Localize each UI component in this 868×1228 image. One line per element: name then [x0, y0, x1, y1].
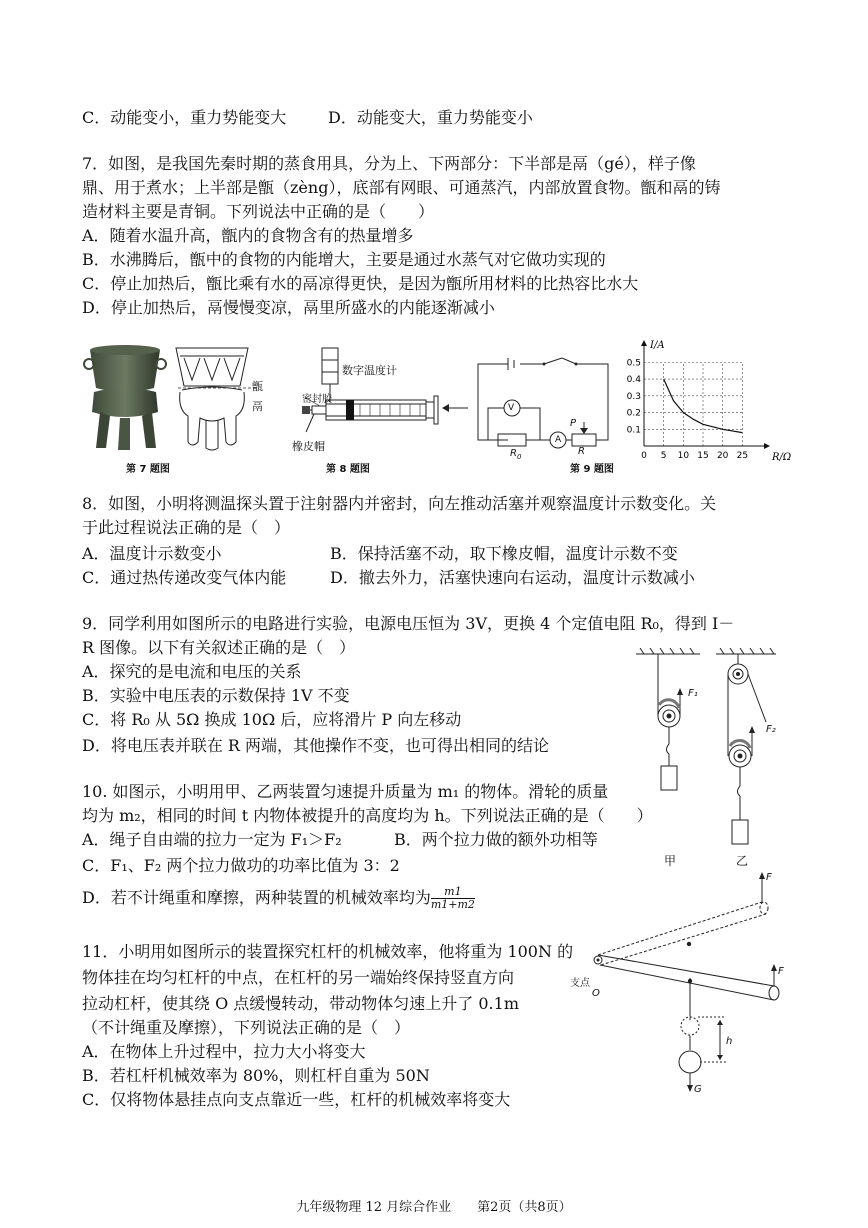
q8-stem-line2: 于此过程说法正确的是（ ） — [82, 518, 291, 537]
fig9-r0-subscript: 0 — [516, 453, 522, 461]
q11-stem-line3: 拉动杠杆，使其绕 O 点缓慢转动，带动物体匀速上升了 0.1m — [82, 994, 519, 1013]
q10-option-d-text: D．若不计绳重和摩擦，两种装置的机械效率均为 — [82, 888, 431, 907]
q7-option-b: B．水沸腾后，甑中的食物的内能增大，主要是通过水蒸气对它做功实现的 — [82, 250, 606, 269]
q7-stem-line2: 鼎、用于煮水；上半部是甑（zèng），底部有网眼、可通蒸汽，内部放置食物。甑和鬲的铸 — [82, 178, 721, 197]
pulley-label-f1: F₁ — [688, 688, 698, 699]
q8-option-b: B．保持活塞不动，取下橡皮帽，温度计示数不变 — [330, 544, 678, 563]
fig7-label-li: 鬲 — [252, 400, 263, 413]
q10-efficiency-fraction — [431, 886, 475, 911]
left-arrow-icon — [440, 402, 470, 414]
fig8-label-thermometer: 数字温度计 — [342, 364, 397, 377]
q9-stem-line2: R 图像。以下有关叙述正确的是（ ） — [82, 638, 356, 657]
q10-option-b: B．两个拉力做的额外功相等 — [394, 830, 598, 849]
fig8-caption: 第 8 题图 — [326, 464, 370, 475]
y-tick-label: 0.4 — [626, 375, 641, 386]
q8-option-d: D．撤去外力，活塞快速向右运动，温度计示数减小 — [330, 568, 695, 587]
q11-stem-line2: 物体挂在均匀杠杆的中点，在杠杆的另一端始终保持竖直方向 — [82, 968, 515, 987]
fig7-caption: 第 7 题图 — [126, 464, 170, 475]
lever-label-g: G — [694, 1084, 702, 1095]
fig7-label-zeng: 甑 — [252, 380, 263, 393]
ir-graph-chart — [622, 338, 792, 468]
q11-option-b: B．若杠杆机械效率为 80%，则杠杆自重为 50N — [82, 1066, 430, 1085]
q8-option-a: A．温度计示数变小 — [82, 544, 222, 563]
fig9-r0-symbol: R — [510, 448, 517, 459]
y-tick-label: 0.1 — [626, 425, 641, 436]
x-tick-label: 10 — [677, 451, 690, 461]
y-axis-arrow — [641, 340, 647, 346]
fig9-r-label: R — [578, 446, 585, 457]
pulley-label-yi: 乙 — [736, 854, 749, 868]
x-axis-arrow — [764, 443, 770, 449]
x-tick-label: 0 — [641, 451, 647, 461]
y-axis-label: I/A — [650, 340, 665, 351]
x-axis-label: R/Ω — [772, 452, 792, 463]
fraction-numerator: m1 — [431, 886, 475, 899]
y-tick-label: 0.5 — [626, 358, 641, 369]
fig7-steamer-image — [80, 340, 280, 460]
q9-option-c: C．将 R₀ 从 5Ω 换成 10Ω 后，应将滑片 P 向左移动 — [82, 710, 462, 729]
q7-option-d: D．停止加热后，鬲慢慢变凉，鬲里所盛水的内能逐渐减小 — [82, 298, 495, 317]
fig9-caption: 第 9 题图 — [570, 464, 614, 475]
fig9-ammeter-label: A — [555, 435, 562, 445]
fig9-circuit-diagram — [468, 350, 618, 460]
lever-label-f-top: F — [766, 872, 772, 883]
q6-option-d: D．动能变大，重力势能变小 — [328, 108, 533, 127]
fig9-r0-label — [510, 448, 521, 461]
q9-stem-line1: 9．同学利用如图所示的电路进行实验，电源电压恒为 3V，更换 4 个定值电阻 R₀，得到 I－ — [82, 614, 735, 633]
y-tick-label: 0.2 — [626, 408, 641, 419]
q6-option-c: C．动能变小，重力势能变大 — [82, 108, 287, 127]
q7-stem-line3: 造材料主要是青铜。下列说法中正确的是（ ） — [82, 202, 435, 221]
q7-stem-line1: 7．如图，是我国先秦时期的蒸食用具，分为上、下两部分：下半部是鬲（gé），样子像 — [82, 154, 696, 173]
lever-label-f-mid: F — [778, 966, 784, 977]
q10-stem-line2: 均为 m₂，相同的时间 t 内物体被提升的高度均为 h。下列说法正确的是（ ） — [82, 806, 653, 825]
fraction-denominator: m1+m2 — [430, 898, 475, 911]
page-footer: 九年级物理 12 月综合作业 第2页（共8页） — [296, 1200, 572, 1215]
fig9-voltmeter-label: V — [508, 403, 515, 413]
q10-option-c: C．F₁、F₂ 两个拉力做功的功率比值为 3：2 — [82, 856, 400, 875]
q9-option-d: D．将电压表并联在 R 两端，其他操作不变，也可得出相同的结论 — [82, 736, 550, 755]
q8-stem-line1: 8．如图，小明将测温探头置于注射器内并密封，向左推动活塞并观察温度计示数变化。关 — [82, 494, 717, 513]
q11-stem-line4: （不计绳重及摩擦），下列说法正确的是（ ） — [82, 1018, 411, 1037]
q7-option-c: C．停止加热后，甑比乘有水的鬲凉得更快，是因为甑所用材料的比热容比水大 — [82, 274, 639, 293]
lever-diagram — [586, 872, 786, 1102]
q10-option-a: A．绳子自由端的拉力一定为 F₁＞F₂ — [82, 830, 342, 849]
lever-label-pivot: 支点 — [570, 978, 590, 989]
lever-label-h: h — [726, 1036, 733, 1047]
x-tick-label: 15 — [697, 451, 709, 461]
q8-option-c: C．通过热传递改变气体内能 — [82, 568, 287, 587]
q10-stem-line1: 10. 如图示，小明用甲、乙两装置匀速提升质量为 m₁ 的物体。滑轮的质量 — [82, 782, 609, 801]
y-tick-label: 0.3 — [626, 391, 641, 402]
x-tick-label: 20 — [716, 451, 729, 461]
x-tick-label: 25 — [736, 451, 749, 461]
pulley-label-jia: 甲 — [664, 854, 677, 868]
fig9-slider-label: P — [570, 418, 577, 429]
pulley-systems-diagram — [628, 648, 778, 858]
lever-label-o: O — [592, 988, 600, 999]
fig8-label-cap: 橡皮帽 — [292, 440, 325, 453]
fig8-label-seal: 密封胶 — [302, 394, 332, 405]
q7-option-a: A．随着水温升高，甑内的食物含有的热量增多 — [82, 226, 414, 245]
x-tick-label: 5 — [660, 451, 667, 461]
q9-option-b: B．实验中电压表的示数保持 1V 不变 — [82, 686, 350, 705]
q11-option-a: A．在物体上升过程中，拉力大小将变大 — [82, 1042, 366, 1061]
q11-option-c: C．仅将物体悬挂点向支点靠近一些，杠杆的机械效率将变大 — [82, 1090, 511, 1109]
q9-option-a: A．探究的是电流和电压的关系 — [82, 662, 302, 681]
pulley-label-f2: F₂ — [766, 724, 776, 735]
q10-option-d — [82, 886, 475, 911]
q11-stem-line1: 11．小明用如图所示的装置探究杠杆的机械效率，他将重为 100N 的 — [82, 942, 574, 961]
